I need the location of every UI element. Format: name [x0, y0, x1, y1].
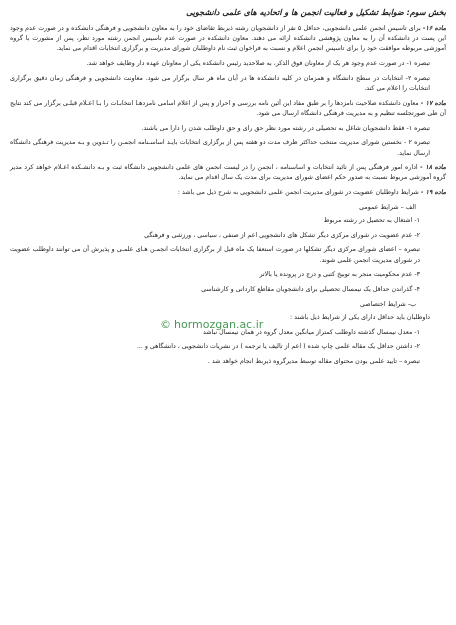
article-label: ماده ۱۶- — [422, 25, 446, 32]
article-17 — [10, 99, 446, 119]
special-item-2: ۲- داشتن حداقل یک مقاله علمی چاپ شده ( اعم از تالیف یا ترجمه ) در نشریات دانشجویی ، دانشگاهی و ... — [136, 343, 420, 351]
note-17-2: تبصره ۲ - نخستین شورای مدیریت منتخب حداکثر ظرف مدت دو هفته پس از برگزاری انتخابات بایـد اساسـنامه انجمـن را تـدوین و بـه مدیریت فرهنگی دانشگاه ارسال نماید. — [10, 139, 431, 157]
general-note: تبصره – اعضای شورای مرکزی دیگر تشکلها در صورت استعفا یک ماه قبل از برگزاری انتخابات انجمـن هـای علمـی و پذیرش آن می توانند داوطلب عضویت در شورای مدیریت انجمن علمی شوند. — [10, 246, 420, 264]
note-16-2: تبصره ۲- انتخابات در سطح دانشگاه و همزمان در کلیه دانشکده ها در آبان ماه هر سال برگزار می شود. معاونت دانشجویی و فرهنگی زمان دقیق برگزاری انتخابات را اعلام می کند. — [10, 74, 430, 93]
general-conditions-heading: الف – شرایط عمومی — [359, 203, 416, 211]
general-item-1: ۱- اشتغال به تحصیل در رشته مربوط — [323, 217, 420, 225]
special-intro: داوطلبان باید حداقل دارای یکی از شرایط ذیل باشند : — [290, 313, 430, 321]
watermark — [160, 318, 263, 331]
article-18 — [10, 163, 446, 183]
article-text: معاون دانشکده صلاحیت نامزدها را بر طبق مفاد این آئین نامه بررسی و احراز و پس از اعلام اسامی نامزدهـا انتخابـات را بـا اعـلام قبلـی برگزار می کند نتایج آن طی صورتجلسه تنظیم و به مدیریت فرهنگی دانشگاه ارسال می شود. — [10, 99, 446, 117]
special-item-1: ۱- معدل نیمسال گذشته داوطلب کمتراز میانگین معدل گروه در همان نیمسال نباشد — [202, 328, 420, 336]
general-item-2: ۲- عدم عضویت در شورای مرکزی دیگر تشکل های دانشجویی اعم از صنفی ، سیاسی ، ورزشی و فرهنگی — [144, 231, 420, 239]
article-label: ماده ۱۷ - — [420, 99, 446, 107]
general-item-4: ۴- گذراندن حداقل یک نیمسال تحصیلی برای دانشجویان مقاطع کاردانی و کارشناسی — [201, 286, 420, 294]
article-text: شرایط داوطلبان عضویت در شورای مدیریت انجمن علمی دانشجویی به شرح ذیل می باشد : — [177, 189, 419, 197]
article-label: ماده ۱۹ - — [420, 189, 446, 197]
special-conditions-heading: ب- شرایط اختصاصی — [360, 300, 416, 308]
note-16-1: تبصره ۱- در صورت عدم وجود هر یک از معاونان فوق الذکر، به صلاحدید رئیس دانشکده یکی از معاونان عهده دار وظایف خواهد شد. — [86, 60, 430, 68]
article-text: اداره امور فرهنگی پس از تائید انتخابات و اساسنامه ، انجمن را در لیست انجمن های علمی دانشجویی دانشگاه ثبت و بـه دانشـکده اعـلام خواهد کرد مدیر گروه آموزشی مربوط نسبت به صدور حکم اعضای شورای مدیریت برای مدت یک سال اقدام می نماید. — [10, 164, 446, 182]
article-19 — [10, 188, 446, 198]
article-text: برای تاسیس انجمن علمی دانشجویی، حداقل ۵ نفر از دانشجویان رشته ذیربط تقاضای خود را به معاون دانشجویی و فرهنگی دانشکده و در صورت عدم وجود این پست در دانشکده آن را به معاون پژوهشی دانشکده ارائه می دهند. معاون دانشکده در صورت عدم تاسیس انجمن رشته مورد نظر، پس از مشورت با گروه آموزشی مربوطه موافقت خود را برای تاسیس انجمن اعلام و نسبت به فراخوان ثبت نام داوطلبان شورای مدیریت و برگزاری انتخابات اقدام می نماید. — [10, 25, 446, 53]
special-note: تبصره – تایید علمی بودن محتوای مقاله توسط مدیرگروه ذیربط انجام خواهد شد . — [207, 358, 420, 366]
section-title: بخش سوم: ضوابط تشکیل و فعالیت انجمن ها و اتحادیه های علمی دانشجویی — [186, 8, 446, 17]
general-item-3: ۳- عدم محکومیت منجر به توبیخ کتبی و درج در پرونده یا بالاتر — [259, 271, 420, 279]
article-16 — [10, 24, 446, 55]
watermark-text: hormozgan.ac.ir — [174, 318, 264, 331]
article-label: ماده ۱۸ - — [420, 164, 446, 172]
note-17-1: تبصره ۱- فقط دانشجویان شاغل به تحصیلی در رشته مورد نظر حق رای و حق داوطلب شدن را دارا می باشند. — [141, 124, 430, 132]
copyright-icon: © — [160, 318, 171, 331]
